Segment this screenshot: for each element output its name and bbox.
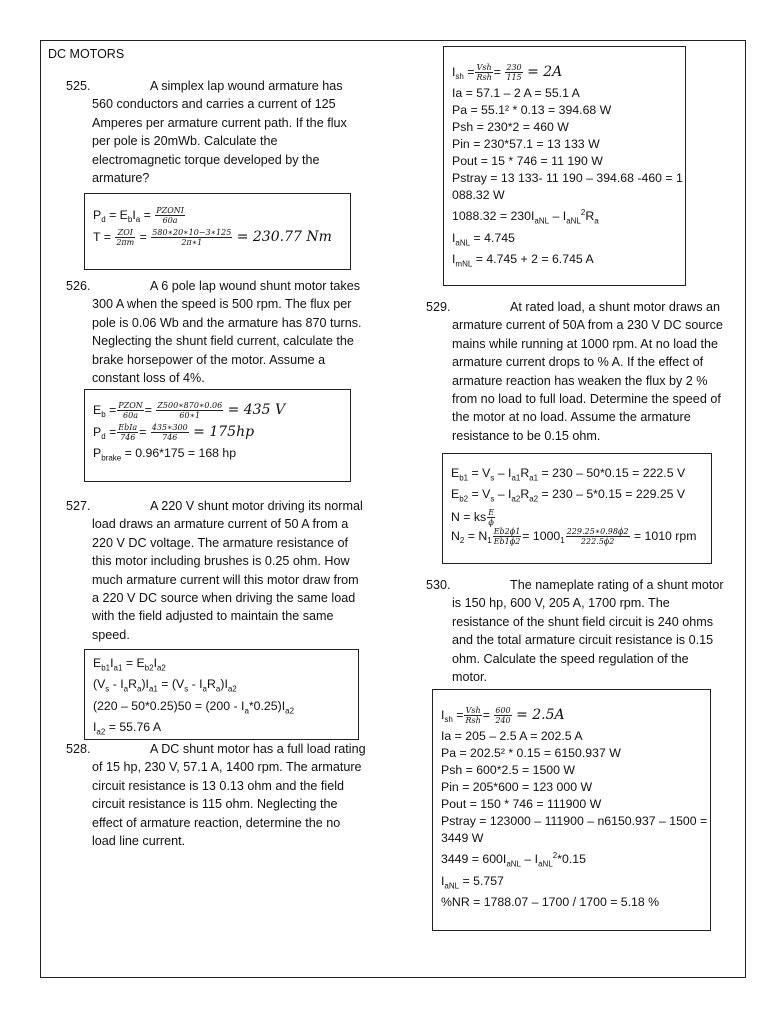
solution-box-527: $E_{b1}I_{a1} = E_{b2}I_{a2}$ $(V_s - I_aR_a)I_{a1} = (V_s - I_aR_a)I_{a2}$ $(220 - 50*0.25)50 = (200 - I_a*0.25)I_{a2}$ $I_{a2} = 55.76$ A	[84, 649, 359, 740]
solution-box-525	[84, 193, 351, 270]
page-header: DC MOTORS	[48, 47, 125, 61]
developed-power-equation: $P_d$ = $\frac{\text{EbIa}}{746}$ = $\frac{435∗300}{746}$ = 175hp	[93, 423, 255, 443]
torque-equation: T = $\frac{\text{ZOI}}{2\pi m}$ = $\frac{580∗20∗10-3∗125}{2\pi∗1}$ = 230.77 Nm	[93, 228, 332, 248]
power-equation: $P_d = E_bI_a$ = $\frac{\text{PZONI}}{60a}$	[93, 206, 184, 225]
problem-528: 528. A DC shunt motor has a full load rating of 15 hp, 230 V, 57.1 A, 1400 rpm. The armature circuit resistance is 13 0.13 ohm and the field circuit resistance is 115 ohm. Neglecting the effect of armature reaction, determine the no load line current.	[66, 742, 366, 849]
solution-box-530: $I_{sh}$ = $\frac{\text{Vsh}}{\text{Rsh}}$ = $\frac{600}{240}$ = 2.5A Ia = 205 – 2.5 A = 202.5 A Pa = 202.5² * 0.15 = 6150.937 W Psh = 600*2.5 = 1500 W Pin = 205*600 = 123 000 W Pout = 150 * 746 = 111900 W Pstray = 123000 – 111900 – n6150.937 – 1500 = 3449 W $3449 = 600I_{aNL} - I_{aNL}^2*0.15$ $I_{aNL} = 5.757$ %NR = 1788.07 – 1700 / 1700 = 5.18 %	[432, 689, 711, 931]
solution-box-526	[84, 389, 351, 482]
problem-526: 526. A 6 pole lap wound shunt motor takes 300 A when the speed is 500 rpm. The flux per pole is 0.06 Wb and the armature has 870 turns. Neglecting the shunt field current, calculate the brake horsepower of the motor. Assume a constant loss of 4%.	[66, 279, 362, 386]
solution-box-528: $I_{sh}$ = $\frac{\text{Vsh}}{\text{Rsh}}$ = $\frac{230}{115}$ = 2A Ia = 57.1 – 2 A = 55.1 A Pa = 55.1² * 0.13 = 394.68 W Psh = 230*2 = 460 W Pin = 230*57.1 = 13 133 W Pout = 15 * 746 = 11 190 W Pstray = 13 133- 11 190 – 394.68 -460 = 1 088.32 W $1088.32 = 230I_{aNL} - I_{aNL}^2R_a$ $I_{aNL} = 4.745$ $I_{mNL} = 4.745 + 2 = 6.745$ A	[443, 46, 686, 286]
problem-text: A simplex lap wound armature has 560 conductors and carries a current of 125 Amperes per armature current path. If the flux per pole is 20mWb. Calculate the electromagnetic torque developed by the armature?	[92, 79, 347, 186]
problem-525	[66, 77, 366, 187]
problem-number: 525.	[66, 79, 91, 93]
back-emf-equation: $E_b$ = $\frac{\text{PZON}}{60a}$ = $\frac{Z500∗870∗0.06}{60∗1}$ = 435 V	[93, 401, 286, 420]
brake-power-equation: $P_{brake} = 0.96*175 = 168$ hp	[93, 446, 237, 463]
problem-529: 529. At rated load, a shunt motor draws an armature current of 50A from a 230 V DC source mains while running at 1000 rpm. At no load the armature current drops to % A. If the effect of armature reaction has weaken the flux by 2 % from no load to full load. Determine the speed of the motor at no load. Assume the armature resistance to be 0.15 ohm.	[426, 300, 723, 443]
solution-box-529: $E_{b1} = V_s - I_{a1}R_{a1} = 230 - 50*0.15 = 222.5$ V $E_{b2} = V_s - I_{a2}R_{a2} = 230 - 5*0.15 = 229.25$ V N = ks $\frac{E}{\phi}$ $N_2 = N_1$ $\frac{Eb2\phi 1}{Eb1\phi 2}$ = $1000_1$ $\frac{229.25∗0.98\phi 2}{222.5\phi 2}$ = 1010 rpm	[442, 453, 712, 564]
problem-527: 527. A 220 V shunt motor driving its normal load draws an armature current of 50 A from a 220 V DC voltage. The armature resistance of this motor including brushes is 0.25 ohm. How much armature current will this motor draw from a 220 V DC source when driving the same load with the field adjusted to maintain the same speed.	[66, 499, 363, 642]
problem-530: 530. The nameplate rating of a shunt motor is 150 hp, 600 V, 205 A, 1700 rpm. The resistance of the shunt field circuit is 240 ohms and the total armature circuit resistance is 0.15 ohm. Calculate the speed regulation of the motor.	[426, 578, 724, 685]
